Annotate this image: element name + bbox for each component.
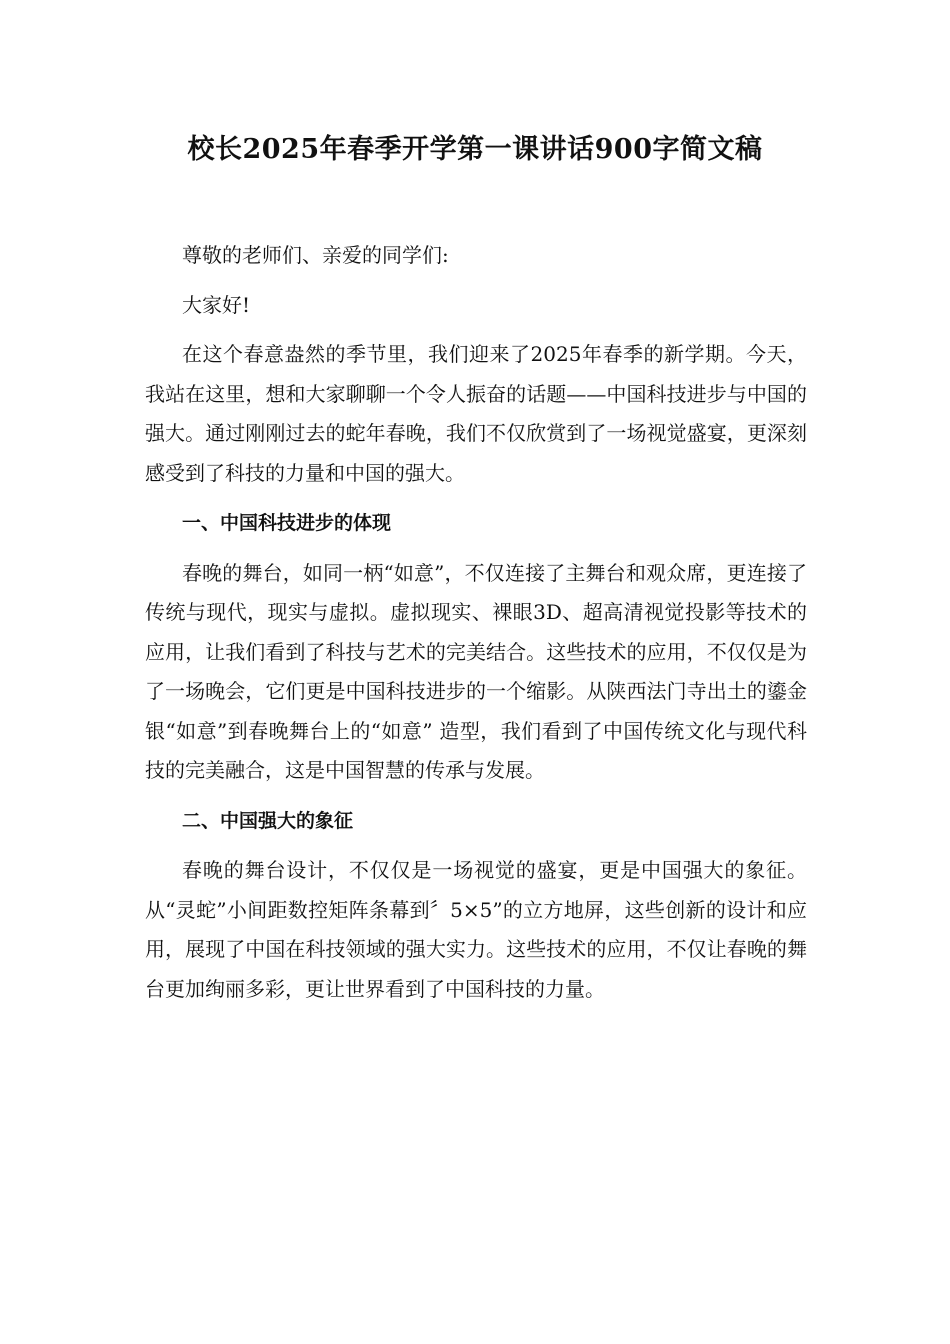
salutation: 尊敬的老师们、亲爱的同学们: [182, 243, 449, 267]
section-heading-2: 二、中国强大的象征 [182, 809, 354, 832]
section-paragraph-2: 春晚的舞台设计，不仅仅是一场视觉的盛宴，更是中国强大的象征。从“灵蛇”小间距数控矩阵条幕到〞5×5”的立方地屏，这些创新的设计和应用，展现了中国在科技领域的强大实力。这些技术的应用，不仅让春晚的舞台更加绚丽多彩，更让世界看到了中国科技的力量。 [145, 858, 807, 1001]
intro-paragraph: 在这个春意盎然的季节里，我们迎来了2025年春季的新学期。今天，我站在这里，想和大家聊聊一个令人振奋的话题——中国科技进步与中国的强大。通过刚刚过去的蛇年春晚，我们不仅欣赏到了一场视觉盛宴，更深刻感受到了科技的力量和中国的强大。 [145, 342, 807, 485]
document-body [145, 236, 807, 1009]
greeting: 大家好! [182, 292, 251, 317]
document-title: 校长2025年春季开学第一课讲话900字简文稿 [187, 134, 763, 165]
section-paragraph-1: 春晚的舞台，如同一柄“如意”，不仅连接了主舞台和观众席，更连接了传统与现代，现实与虚拟。虚拟现实、裸眼3D、超高清视觉投影等技术的应用，让我们看到了科技与艺术的完美结合。这些技术的应用，不仅仅是为了一场晚会，它们更是中国科技进步的一个缩影。从陕西法门寺出土的鎏金银“如意”到春晚舞台上的“如意” 造型，我们看到了中国传统文化与现代科技的完美融合，这是中国智慧的传承与发展。 [145, 560, 807, 782]
section-heading-1: 一、中国科技进步的体现 [182, 512, 392, 534]
